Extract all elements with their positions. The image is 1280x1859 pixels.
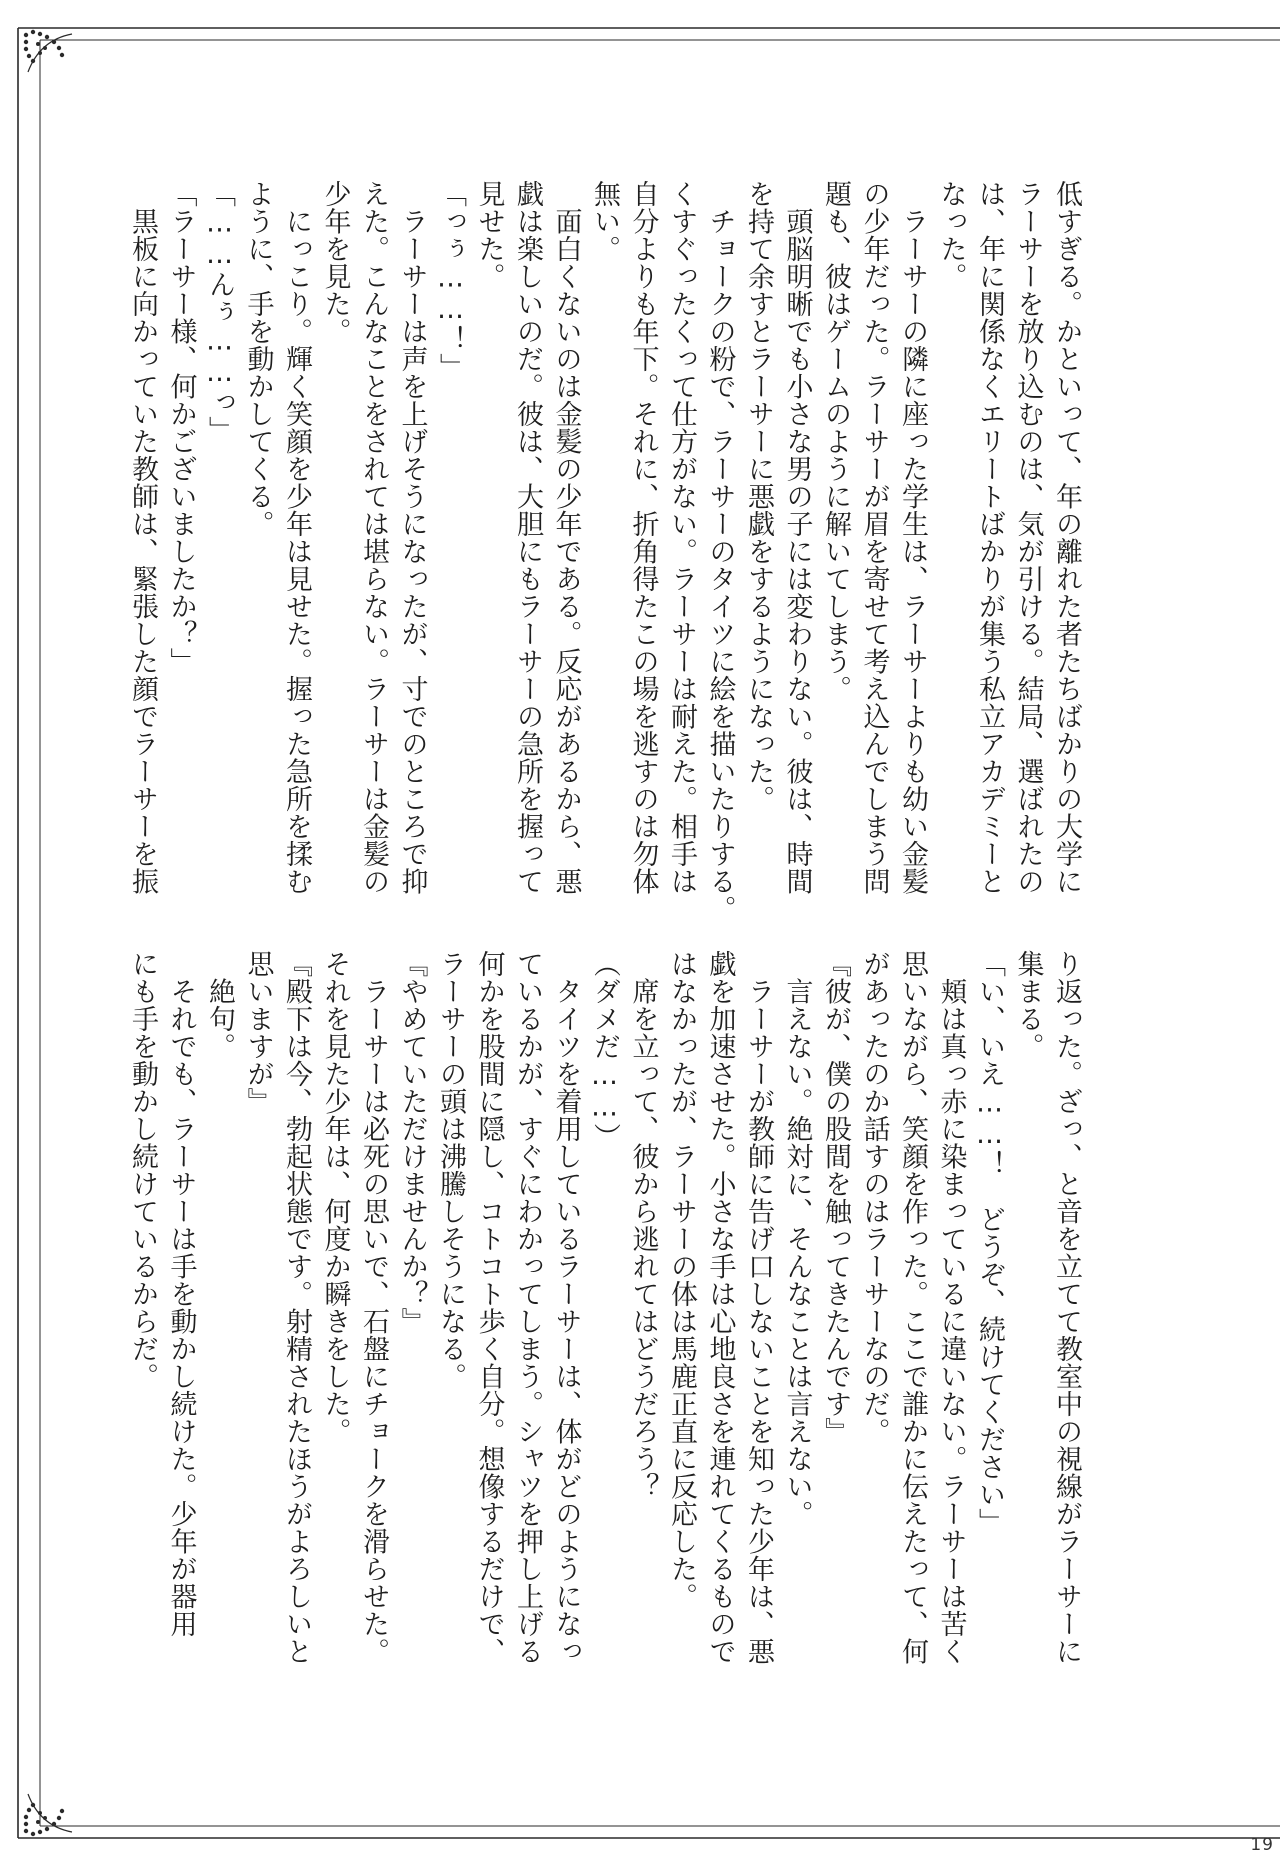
text-line: ラーサーが教師に告げ口しないことを知った少年は、悪 xyxy=(743,950,774,1665)
text-line: 『やめていただけませんか？』 xyxy=(396,950,428,1335)
text-line: 思いながら、笑顔を作った。ここで誰かに伝えたって、何 xyxy=(897,950,928,1665)
text-line: の少年だった。ラーサーが眉を寄せて考え込んでしまう問 xyxy=(858,180,890,895)
text-line: 戯を加速させた。小さな手は心地良さを連れてくるもので xyxy=(704,950,736,1665)
text-line: ラーサーは声を上げそうになったが、寸でのところで抑 xyxy=(396,180,428,895)
text-line: ラーサーの隣に座った学生は、ラーサーよりも幼い金髪 xyxy=(897,180,928,895)
page-number: 19 xyxy=(1250,1835,1274,1855)
text-line: タイツを着用しているラーサーは、体がどのようになっ xyxy=(550,950,582,1665)
text-line: 無い。 xyxy=(589,180,620,263)
text-line: 席を立って、彼から逃れてはどうだろう？ xyxy=(627,950,659,1500)
text-line: があったのか話すのはラーサーなのだ。 xyxy=(858,950,890,1445)
text-line: 自分よりも年下。それに、折角得たこの場を逃すのは勿体 xyxy=(627,180,659,895)
text-line: 戯は楽しいのだ。彼は、大胆にもラーサーの急所を握って xyxy=(512,180,543,895)
bottom-left-ornament xyxy=(24,1794,72,1836)
top-left-ornament xyxy=(24,30,72,72)
text-line: 「ラーサー様、何かございましたか？」 xyxy=(165,180,197,675)
text-line: はなかったが、ラーサーの体は馬鹿正直に反応した。 xyxy=(666,950,697,1610)
text-line: 「……んぅ……っ」 xyxy=(204,180,235,444)
text-line: にも手を動かし続けているからだ。 xyxy=(127,950,158,1390)
text-line: 絶句。 xyxy=(204,950,235,1060)
text-line: 「い、いえ……！ どうぞ、続けてください」 xyxy=(974,950,1005,1536)
text-line: 面白くないのは金髪の少年である。反応があるから、悪 xyxy=(550,180,582,895)
text-line: チョークの粉で、ラーサーのタイツに絵を描いたりする。 xyxy=(704,180,736,923)
text-line: それを見た少年は、何度か瞬きをした。 xyxy=(319,950,351,1445)
text-line: 何かを股間に隠し、コトコト歩く自分。想像するだけで、 xyxy=(473,950,505,1665)
text-line: ように、手を動かしてくる。 xyxy=(242,180,274,538)
text-line: えた。こんなことをされては堪らない。ラーサーは金髪の xyxy=(358,180,389,895)
text-line: 『殿下は今、勃起状態です。射精されたほうがよろしいと xyxy=(281,950,312,1665)
text-line: 黒板に向かっていた教師は、緊張した顔でラーサーを振 xyxy=(127,180,158,895)
text-line: くすぐったくって仕方がない。ラーサーは耐えた。相手は xyxy=(666,180,697,895)
text-line: 言えない。絶対に、そんなことは言えない。 xyxy=(781,950,813,1528)
text-line: 頬は真っ赤に染まっているに違いない。ラーサーは苦く xyxy=(935,950,967,1665)
text-line: 見せた。 xyxy=(473,180,505,290)
text-line: にっこり。輝く笑顔を少年は見せた。握った急所を揉む xyxy=(281,180,312,895)
text-line: 『彼が、僕の股間を触ってきたんです』 xyxy=(820,950,851,1445)
text-line: （ダメだ……） xyxy=(589,950,620,1151)
text-line: 頭脳明晰でも小さな男の子には変わりない。彼は、時間 xyxy=(781,180,813,895)
upper-text-block xyxy=(127,180,1085,923)
text-line: り返った。ざっ、と音を立てて教室中の視線がラーサーに xyxy=(1051,950,1082,1665)
text-line: ラーサーは必死の思いで、石盤にチョークを滑らせた。 xyxy=(358,950,389,1665)
text-line: ラーサーの頭は沸騰しそうになる。 xyxy=(435,950,466,1390)
text-line: 思いますが』 xyxy=(242,950,274,1115)
text-line: は、年に関係なくエリートばかりが集う私立アカデミーと xyxy=(974,180,1005,895)
text-line: 低すぎる。かといって、年の離れた者たちばかりの大学に xyxy=(1051,180,1082,895)
text-line: ているかが、すぐにわかってしまう。シャツを押し上げる xyxy=(512,950,543,1665)
lower-text-block xyxy=(127,950,1085,1670)
text-line: 題も、彼はゲームのように解いてしまう。 xyxy=(820,180,851,703)
text-line: を持て余すとラーサーに悪戯をするようになった。 xyxy=(743,180,774,813)
text-line: ラーサーを放り込むのは、気が引ける。結局、選ばれたの xyxy=(1012,180,1044,895)
text-line: それでも、ラーサーは手を動かし続けた。少年が器用 xyxy=(165,950,197,1638)
text-line: 集まる。 xyxy=(1012,950,1044,1060)
text-line: 少年を見た。 xyxy=(319,180,351,345)
text-line: なった。 xyxy=(935,180,967,290)
text-line: 「っぅ……！」 xyxy=(435,180,466,381)
